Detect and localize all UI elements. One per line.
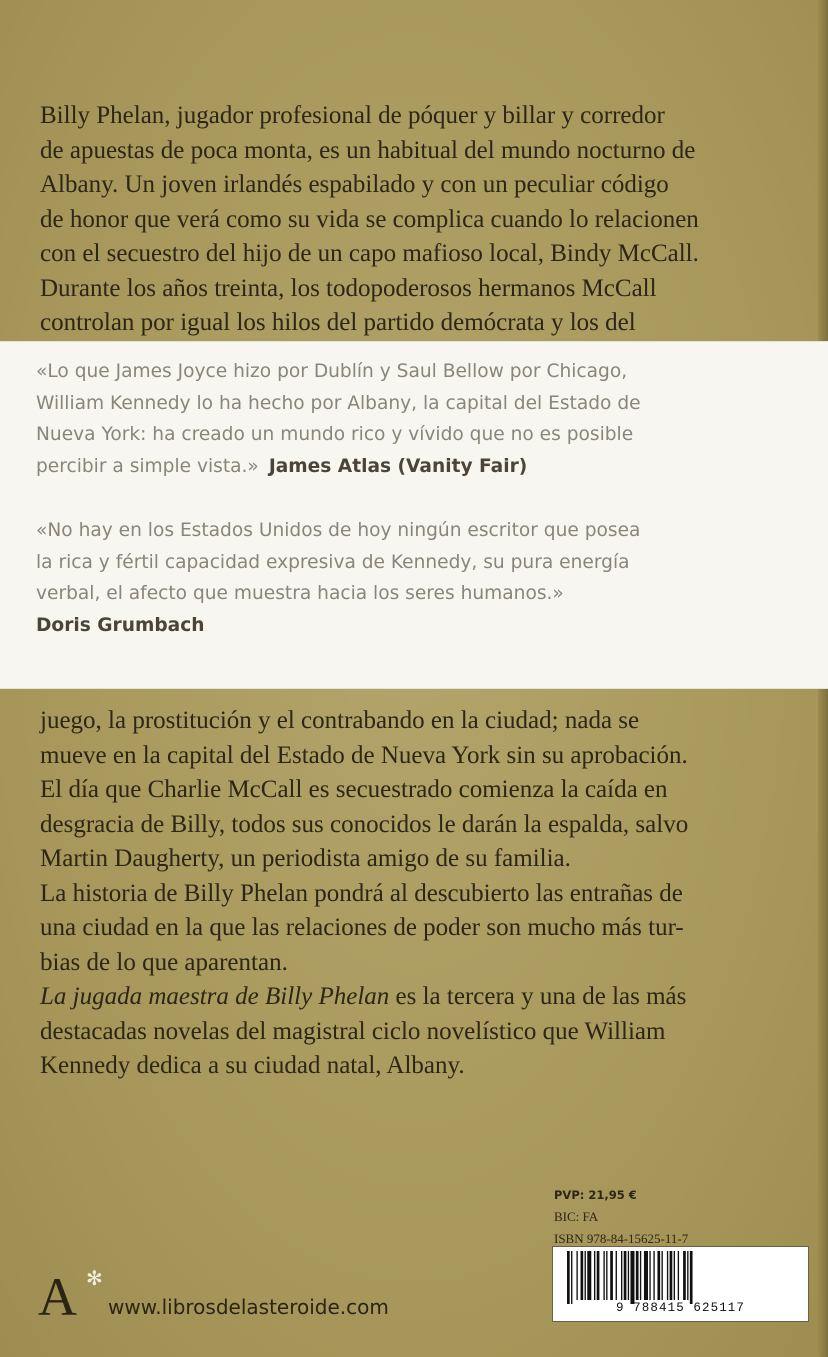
asterisk-icon: ✻	[86, 1268, 103, 1290]
synopsis-line: Durante los años treinta, los todopoderosos hermanos McCall	[40, 274, 657, 302]
quote-line: «Lo que James Joyce hizo por Dublín y Saul Bellow por Chicago,	[36, 361, 628, 382]
barcode-bar	[581, 1251, 584, 1300]
barcode-bar	[667, 1251, 668, 1300]
closing-line: destacadas novelas del magistral ciclo novelístico que William	[40, 1017, 666, 1045]
quote-line: «No hay en los Estados Unidos de hoy ningún escritor que posea	[36, 520, 641, 541]
barcode-bar	[610, 1251, 613, 1300]
barcode-bar	[653, 1251, 654, 1300]
barcode-bar	[567, 1251, 570, 1304]
bic-code: BIC: FA	[554, 1209, 599, 1224]
quote-author: James Atlas (Vanity Fair)	[268, 455, 528, 477]
synopsis-line: La historia de Billy Phelan pondrá al descubierto las entrañas de	[40, 879, 683, 907]
synopsis-line: juego, la prostitución y el contrabando en la ciudad; nada se	[40, 707, 640, 734]
barcode-bar	[616, 1251, 617, 1300]
quote-line: verbal, el afecto que muestra hacia los seres humanos.»	[36, 583, 564, 604]
barcode	[552, 1246, 809, 1322]
synopsis-top	[40, 99, 800, 341]
quote-line: Nueva York: ha creado un mundo rico y vívido que no es posible	[36, 424, 634, 445]
publisher-website: www.librosdelasteroide.com	[108, 1295, 389, 1319]
barcode-bars	[565, 1251, 803, 1304]
isbn-label: ISBN 978-84-15625-11-7	[554, 1231, 689, 1246]
barcode-bar	[644, 1251, 648, 1300]
book-title: La jugada maestra de Billy Phelan	[40, 983, 390, 1010]
barcode-bar	[657, 1251, 660, 1300]
quote-line-end: percibir a simple vista.»	[36, 455, 259, 477]
barcode-bar	[576, 1251, 577, 1300]
synopsis-line: desgracia de Billy, todos sus conocidos le darán la espalda, salvo	[40, 810, 689, 838]
review-quote-grumbach	[36, 515, 806, 641]
barcode-bar	[690, 1251, 693, 1304]
synopsis-line: mueve en la capital del Estado de Nueva York sin su aprobación.	[40, 741, 688, 769]
synopsis-line: de apuestas de poca monta, es un habitual del mundo nocturno de	[40, 136, 696, 164]
review-quotes-band	[0, 341, 828, 689]
synopsis-line: con el secuestro del hijo de un capo mafioso local, Bindy McCall.	[40, 240, 699, 267]
synopsis-line: controlan por igual los hilos del partido demócrata y los del	[40, 309, 636, 336]
barcode-digits: 9 788415 625117	[615, 1301, 746, 1315]
barcode-bar	[571, 1251, 572, 1304]
barcode-bar	[683, 1251, 686, 1300]
barcode-bar	[628, 1251, 629, 1300]
retail-info	[554, 1184, 814, 1250]
synopsis-line: El día que Charlie McCall es secuestrado comienza la caída en	[40, 776, 668, 803]
price-label: PVP: 21,95 €	[554, 1188, 637, 1202]
review-quote-atlas	[36, 356, 806, 482]
closing-line: Kennedy dedica a su ciudad natal, Albany.	[40, 1052, 465, 1079]
quote-line: William Kennedy lo ha hecho por Albany, la capital del Estado de	[36, 392, 641, 414]
barcode-bar	[630, 1251, 634, 1304]
synopsis-line: bias de lo que aparentan.	[40, 948, 288, 976]
barcode-bar	[678, 1251, 679, 1300]
barcode-bar	[674, 1251, 675, 1300]
synopsis-line: Billy Phelan, jugador profesional de póquer y billar y corredor	[40, 102, 665, 129]
synopsis-bottom	[40, 704, 800, 1084]
publisher-logo	[38, 1267, 106, 1341]
barcode-bar	[587, 1251, 591, 1300]
quote-line: la rica y fértil capacidad expresiva de Kennedy, su pura energía	[36, 551, 630, 573]
barcode-bar	[649, 1251, 650, 1300]
synopsis-line: una ciudad en la que las relaciones de poder son mucho más tur-	[40, 914, 684, 941]
logo-letter: A	[38, 1267, 77, 1327]
synopsis-line: de honor que verá como su vida se complica cuando lo relacionen	[40, 205, 699, 233]
closing-line-rest: es la tercera y una de las más	[389, 983, 687, 1010]
closing-line	[40, 980, 800, 1015]
barcode-bar	[624, 1251, 627, 1300]
synopsis-line: Martin Daugherty, un periodista amigo de su familia.	[40, 845, 571, 872]
barcode-bar	[603, 1251, 604, 1300]
barcode-bar	[687, 1251, 688, 1300]
quote-line	[36, 451, 806, 483]
barcode-bar	[640, 1251, 641, 1300]
barcode-bar	[585, 1251, 586, 1300]
barcode-bar	[606, 1251, 607, 1300]
barcode-bar	[597, 1251, 600, 1300]
synopsis-line: Albany. Un joven irlandés espabilado y con un peculiar código	[40, 171, 669, 198]
barcode-bar	[670, 1251, 673, 1300]
barcode-bar	[662, 1251, 663, 1300]
quote-author: Doris Grumbach	[36, 614, 205, 636]
barcode-bar	[636, 1251, 639, 1300]
barcode-bar	[594, 1251, 595, 1300]
barcode-bar	[621, 1251, 622, 1300]
